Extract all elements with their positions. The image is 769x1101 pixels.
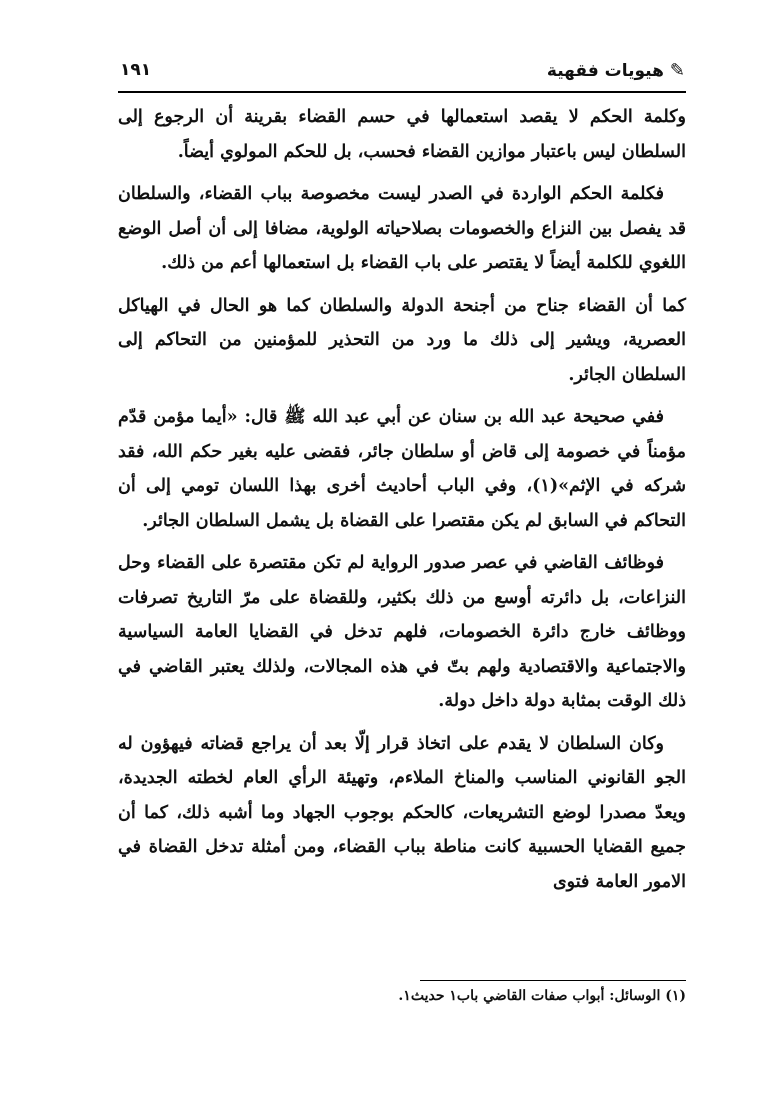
running-title-text: هيويات فقهية xyxy=(546,60,664,81)
paragraph: ففي صحيحة عبد الله بن سنان عن أبي عبد الله ﷺ قال: «أيما مؤمن قدّم مؤمناً في خصومة إلى قاض أو سلطان جائر، فقضى عليه بغير حكم الله، فقد شركه في الإثم»(١)، وفي الباب أحاديث أخرى بهذا اللسان تومي إلى أن التحاكم في السابق لم يكن مقتصرا على القضاة بل يشمل السلطان الجائر. xyxy=(118,407,686,531)
running-title xyxy=(547,60,685,81)
paragraph: فوظائف القاضي في عصر صدور الرواية لم تكن مقتصرة على القضاء وحل النزاعات، بل دائرته أوسع من ذلك بكثير، وللقضاة على مرّ التاريخ تصرفات ووظائف خارج دائرة الخصومات، فلهم تدخل في القضايا العامة السياسية والاجتماعية والاقتصادية ولهم بتّ في هذه المجالات، ولذلك يعتبر القاضي في ذلك الوقت بمثابة دولة داخل دولة. xyxy=(118,553,686,711)
main-text xyxy=(118,100,686,907)
running-header xyxy=(120,58,685,88)
page-number: ١٩١ xyxy=(120,60,152,80)
footnote-divider xyxy=(420,980,686,981)
paragraph: وكلمة الحكم لا يقصد استعمالها في حسم القضاء بقرينة أن الرجوع إلى السلطان ليس باعتبار موازين القضاء فحسب، بل للحكم المولوي أيضاً. xyxy=(118,107,686,162)
paragraph: وكان السلطان لا يقدم على اتخاذ قرار إلّا بعد أن يراجع قضاته فيهؤون له الجو القانوني المناسب والمناخ الملاءم، وتهيئة الرأي العام لخطته الجديدة، ويعدّ مصدرا لوضع التشريعات، كالحكم بوجوب الجهاد وما أشبه ذلك، كما أن جميع القضايا الحسبية كانت مناطة بباب القضاء، ومن أمثلة تدخل القضاة في الامور العامة فتوى xyxy=(118,733,686,892)
footnote: (١) الوسائل: أبواب صفات القاضي باب١ حديث١. xyxy=(398,988,686,1004)
header-divider xyxy=(118,91,686,93)
paragraph: كما أن القضاء جناح من أجنحة الدولة والسلطان كما هو الحال في الهياكل العصرية، ويشير إلى ذلك ما ورد من التحذير للمؤمنين من التحاكم إلى السلطان الجائر. xyxy=(118,295,686,385)
paragraph: فكلمة الحكم الواردة في الصدر ليست مخصوصة بباب القضاء، والسلطان قد يفصل بين النزاع والخصومات بصلاحياته الولوية، مضافا إلى أن أصل الوضع اللغوي للكلمة أيضاً لا يقتصر على باب القضاء بل استعمالها أعم من ذلك. xyxy=(118,184,686,273)
quill-icon: ✎ xyxy=(669,60,685,81)
